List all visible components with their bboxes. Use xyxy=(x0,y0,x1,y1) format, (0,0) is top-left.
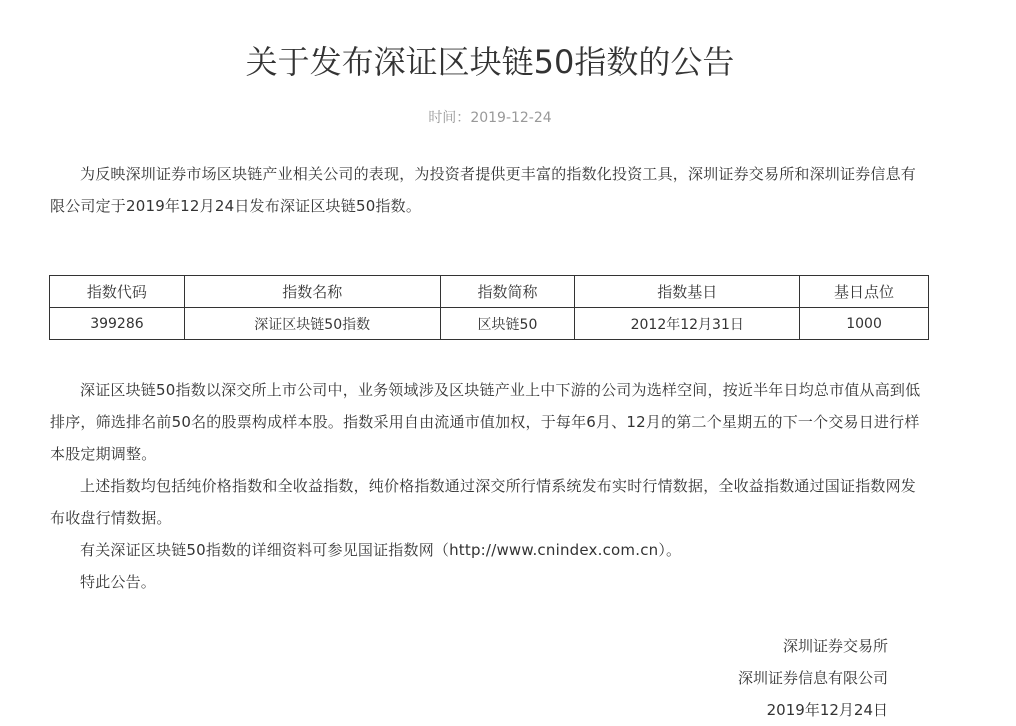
cell-index-code: 399286 xyxy=(50,308,185,340)
publish-time xyxy=(0,108,980,128)
signature-date: 2019年12月24日 xyxy=(766,701,888,719)
index-table xyxy=(49,275,929,340)
body-paragraph-reference: 有关深证区块链50指数的详细资料可参见国证指数网（http://www.cnindex.com.cn）。 xyxy=(80,541,682,559)
body-paragraph-publication: 上述指数均包括纯价格指数和全收益指数，纯价格指数通过深交所行情系统发布实时行情数据，全收益指数通过国证指数网发布收盘行情数据。 xyxy=(50,477,917,527)
signature-org-info-company: 深圳证券信息有限公司 xyxy=(737,669,888,687)
header-index-code: 指数代码 xyxy=(50,276,185,308)
page-title: 关于发布深证区块链50指数的公告 xyxy=(245,43,735,81)
body-paragraph-closing: 特此公告。 xyxy=(80,573,157,591)
header-base-date: 指数基日 xyxy=(575,276,800,308)
cell-index-name: 深证区块链50指数 xyxy=(184,308,440,340)
body-paragraph-methodology: 深证区块链50指数以深交所上市公司中，业务领域涉及区块链产业上中下游的公司为选样空间，按近半年日均总市值从高到低排序，筛选排名前50名的股票构成样本股。指数采用自由流通市值加权，于每年6月、12月的第二个星期五的下一个交易日进行样本股定期调整。 xyxy=(50,381,921,463)
table-header-row xyxy=(50,276,929,308)
signature-org-exchange: 深圳证券交易所 xyxy=(782,637,888,655)
cell-base-date: 2012年12月31日 xyxy=(575,308,800,340)
header-base-point: 基日点位 xyxy=(800,276,929,308)
header-index-short-name: 指数简称 xyxy=(440,276,575,308)
table-row xyxy=(50,308,929,340)
time-value: 2019-12-24 xyxy=(470,110,552,126)
cell-base-point: 1000 xyxy=(800,308,929,340)
time-label: 时间： xyxy=(428,110,471,126)
cell-index-short-name: 区块链50 xyxy=(440,308,575,340)
header-index-name: 指数名称 xyxy=(184,276,440,308)
intro-paragraph: 为反映深圳证券市场区块链产业相关公司的表现，为投资者提供更丰富的指数化投资工具，深圳证券交易所和深圳证券信息有限公司定于2019年12月24日发布深证区块链50指数。 xyxy=(50,165,917,215)
